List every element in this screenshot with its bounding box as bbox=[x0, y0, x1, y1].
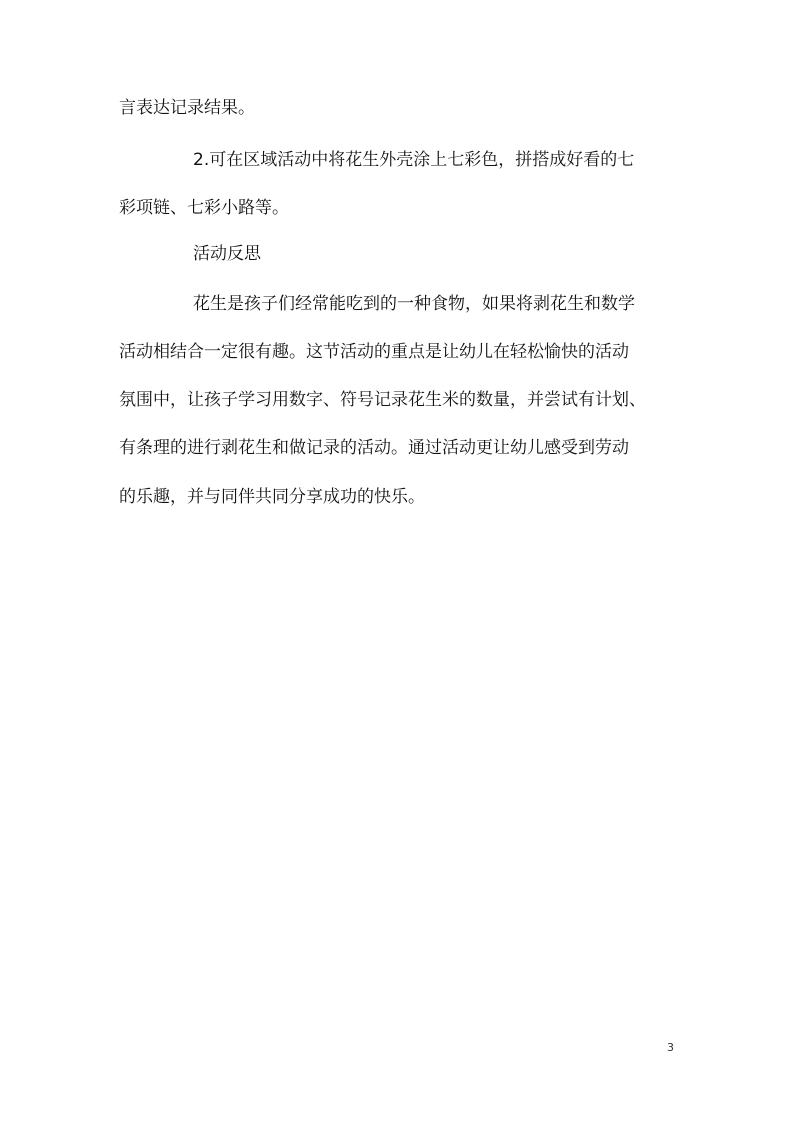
body-text-line: 氛围中，让孩子学习用数字、符号记录花生米的数量，并尝试有计划、 bbox=[119, 390, 646, 410]
page-number: 3 bbox=[667, 1041, 674, 1054]
body-text-line: 花生是孩子们经常能吃到的一种食物，如果将剥花生和数学 bbox=[193, 294, 635, 314]
section-heading: 活动反思 bbox=[193, 244, 261, 264]
body-text-line: 活动相结合一定很有趣。这节活动的重点是让幼儿在轻松愉快的活动 bbox=[119, 342, 629, 362]
body-text-line: 2.可在区域活动中将花生外壳涂上七彩色，拼搭成好看的七 bbox=[193, 150, 635, 170]
body-text-line: 彩项链、七彩小路等。 bbox=[119, 198, 289, 218]
body-text-line: 言表达记录结果。 bbox=[119, 98, 255, 118]
body-text-line: 有条理的进行剥花生和做记录的活动。通过活动更让幼儿感受到劳动 bbox=[119, 438, 629, 458]
body-text-line: 的乐趣，并与同伴共同分享成功的快乐。 bbox=[119, 487, 425, 507]
